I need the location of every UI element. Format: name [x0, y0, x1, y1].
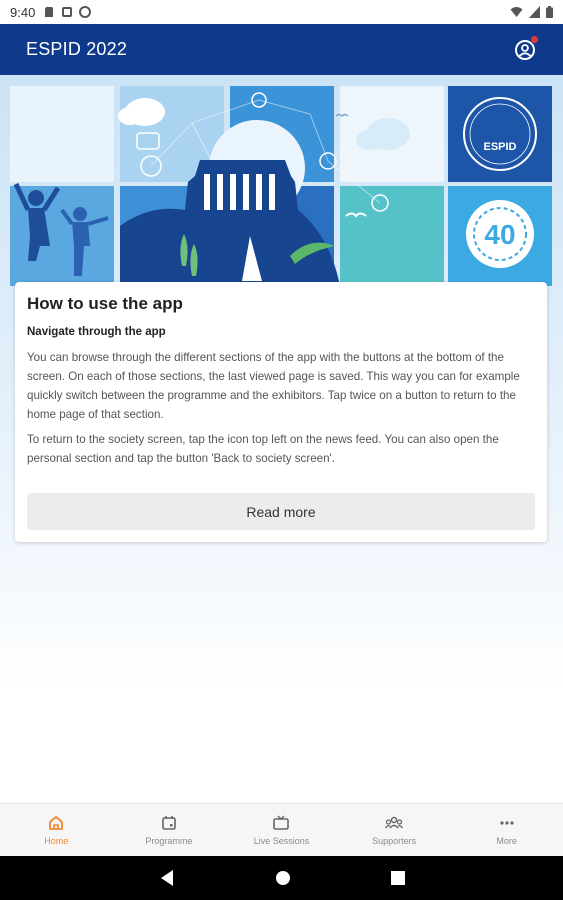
- nav-item-live-sessions[interactable]: [225, 804, 338, 856]
- nav-item-label: Programme: [145, 836, 193, 846]
- app-header: [0, 24, 563, 75]
- card-paragraph: You can browse through the different sections of the app with the buttons at the bottom of the screen. On each of those sections, the last viewed page is saved. This way you can for example quickly switch between the programme and the exhibitors. Tap twice on a button to return to the home page of that section.: [27, 351, 520, 421]
- nav-item-supporters[interactable]: [338, 804, 451, 856]
- app-title: ESPID 2022: [26, 39, 128, 59]
- group-icon: [385, 814, 403, 832]
- recents-icon[interactable]: [391, 871, 405, 885]
- nav-item-programme[interactable]: [113, 804, 226, 856]
- card-title: How to use the app: [27, 294, 183, 313]
- wifi-icon: [510, 6, 523, 18]
- espid-badge-text: ESPID: [483, 141, 517, 153]
- tv-icon: [272, 814, 290, 832]
- card-subtitle: Navigate through the app: [27, 326, 166, 338]
- cell-signal-icon: [529, 6, 540, 18]
- nav-item-label: More: [496, 836, 517, 846]
- status-time: 9:40: [10, 4, 36, 20]
- more-dots-icon: [498, 814, 516, 832]
- home-circle-icon[interactable]: [275, 870, 291, 886]
- bottom-navigation: [0, 803, 563, 856]
- system-navigation-bar: [0, 856, 563, 900]
- nav-item-label: Supporters: [372, 836, 417, 846]
- card-paragraph: To return to the society screen, tap the icon top left on the news feed. You can also open the personal section and tap the button 'Back to society screen'.: [27, 433, 499, 465]
- nav-item-label: Live Sessions: [253, 836, 310, 846]
- sd-card-icon: [43, 6, 55, 18]
- nav-item-label: Home: [44, 836, 69, 846]
- anniversary-number: 40: [484, 219, 516, 250]
- battery-icon: [546, 6, 553, 18]
- sync-icon: [79, 6, 91, 18]
- athens-mosaic-illustration: [10, 86, 552, 286]
- profile-button[interactable]: [513, 38, 537, 62]
- back-icon[interactable]: [159, 869, 175, 887]
- calendar-icon: [160, 814, 178, 832]
- status-bar: [0, 0, 563, 24]
- home-icon: [47, 814, 65, 832]
- how-to-use-card: [15, 282, 547, 542]
- nav-item-home[interactable]: [0, 804, 113, 856]
- read-more-button[interactable]: Read more: [27, 493, 535, 530]
- nav-item-more[interactable]: [450, 804, 563, 856]
- notification-icon: [61, 6, 73, 18]
- notification-dot: [531, 36, 538, 43]
- banner-illustration: [10, 86, 552, 286]
